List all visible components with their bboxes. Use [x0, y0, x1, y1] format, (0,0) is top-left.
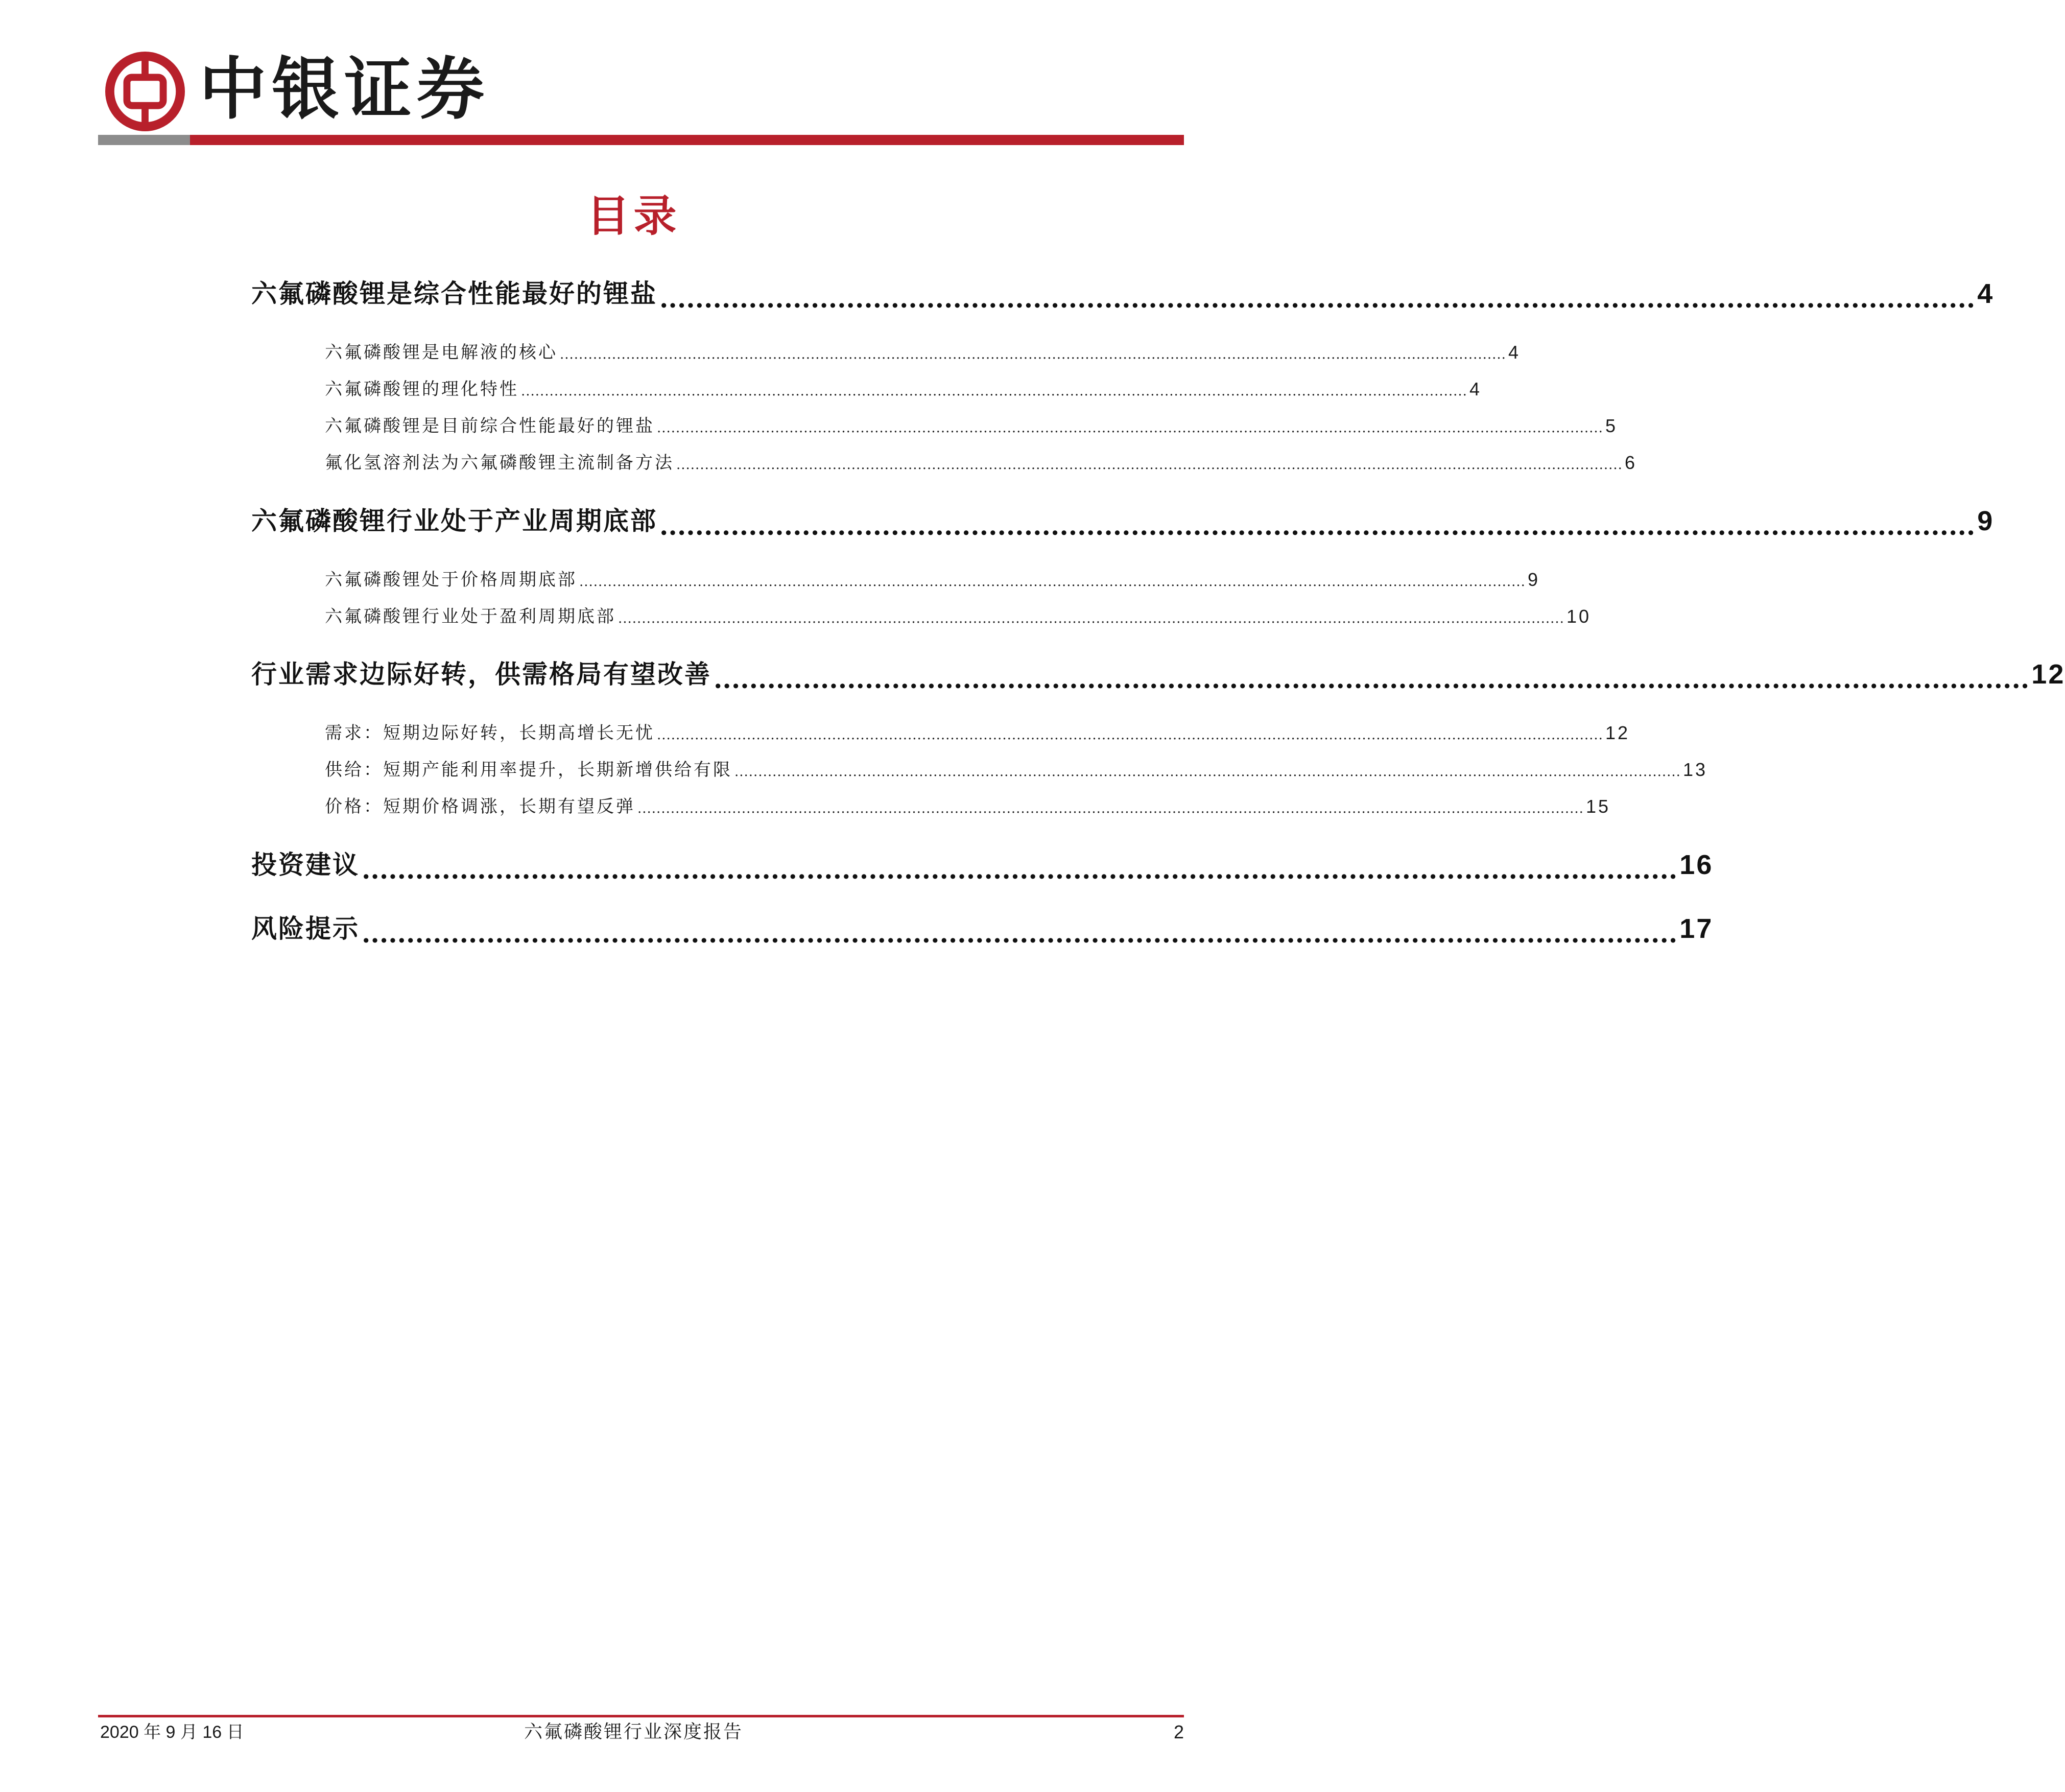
toc-entry-page: 15	[1585, 796, 1610, 817]
toc-entry-sub[interactable]	[325, 718, 1630, 748]
toc-entry-label: 六氟磷酸锂行业处于盈利周期底部	[325, 606, 616, 627]
toc-entry-sub[interactable]	[325, 564, 1540, 595]
toc-entry-label: 风险提示	[251, 913, 360, 944]
dot-leader: ....................................................................................................................................................	[659, 511, 1976, 541]
dot-leader: ....................................................................................................................................................	[362, 855, 1678, 885]
toc-entry-page: 13	[1682, 759, 1707, 780]
toc-entry-main[interactable]	[251, 842, 1714, 888]
toc-entry-sub[interactable]	[325, 337, 1521, 368]
dot-leader: ........................................................................................................................................................................................................	[560, 347, 1506, 362]
toc-entry-page: 6	[1624, 452, 1637, 473]
toc-entry-page: 5	[1605, 415, 1618, 436]
toc-entry-sub[interactable]	[325, 601, 1591, 632]
footer-date: 2020 年 9 月 16 日	[100, 1723, 244, 1742]
toc-entry-page: 12	[1605, 722, 1630, 743]
toc-entry-label: 需求：短期边际好转，长期高增长无忧	[325, 723, 655, 743]
toc-entry-label: 六氟磷酸锂的理化特性	[325, 379, 519, 399]
dot-leader: ........................................................................................................................................................................................................	[657, 727, 1603, 743]
toc-entry-label: 六氟磷酸锂行业处于产业周期底部	[251, 506, 657, 536]
toc-entry-page: 17	[1679, 913, 1714, 944]
footer-divider	[98, 1715, 1184, 1717]
toc-entry-label: 行业需求边际好转，供需格局有望改善	[251, 659, 711, 689]
toc-entry-label: 投资建议	[251, 850, 360, 880]
toc-entry-label: 供给：短期产能利用率提升，长期新增供给有限	[325, 760, 732, 780]
footer-page-number: 2	[1173, 1722, 1184, 1742]
toc-entry-sub[interactable]	[325, 374, 1482, 405]
dot-leader: ....................................................................................................................................................	[659, 284, 1976, 314]
toc-entry-page: 9	[1527, 569, 1540, 590]
toc-entry-page: 4	[1977, 278, 1995, 309]
dot-leader: ........................................................................................................................................................................................................	[521, 384, 1467, 399]
toc-entry-main[interactable]	[251, 498, 1995, 544]
toc-entry-main[interactable]	[251, 906, 1714, 952]
toc-entry-label: 价格：短期价格调涨，长期有望反弹	[325, 796, 635, 817]
dot-leader: ........................................................................................................................................................................................................	[618, 611, 1564, 626]
toc-entry-label: 六氟磷酸锂处于价格周期底部	[325, 570, 577, 590]
dot-leader: ....................................................................................................................................................	[362, 918, 1678, 949]
toc-entry-page: 16	[1679, 850, 1714, 880]
dot-leader: ........................................................................................................................................................................................................	[676, 457, 1623, 473]
footer-report-title: 六氟磷酸锂行业深度报告	[524, 1722, 743, 1742]
toc-entry-sub[interactable]	[325, 447, 1637, 478]
toc-entry-label: 六氟磷酸锂是综合性能最好的锂盐	[251, 278, 657, 309]
toc-entry-page: 12	[2031, 659, 2065, 690]
toc-entry-label: 六氟磷酸锂是目前综合性能最好的锂盐	[325, 416, 655, 436]
dot-leader: ........................................................................................................................................................................................................	[657, 420, 1603, 436]
dot-leader: ....................................................................................................................................................	[714, 664, 2030, 694]
toc-entry-sub[interactable]	[325, 411, 1618, 441]
toc-entry-main[interactable]	[251, 651, 2065, 697]
toc-entry-label: 六氟磷酸锂是电解液的核心	[325, 342, 558, 363]
dot-leader: ........................................................................................................................................................................................................	[734, 764, 1681, 780]
toc-entry-page: 9	[1977, 506, 1995, 536]
toc-entry-page: 4	[1508, 342, 1521, 363]
toc-entry-page: 10	[1566, 606, 1591, 627]
toc-entry-main[interactable]	[251, 271, 1995, 317]
toc-entry-sub[interactable]	[325, 754, 1707, 785]
toc-title: 目录	[586, 191, 681, 241]
dot-leader: ........................................................................................................................................................................................................	[637, 801, 1584, 816]
dot-leader: ........................................................................................................................................................................................................	[579, 574, 1526, 590]
toc-entry-page: 4	[1469, 379, 1482, 399]
brand-name: 中银证券	[199, 50, 489, 129]
toc-entry-sub[interactable]	[325, 791, 1610, 822]
toc-entry-label: 氟化氢溶剂法为六氟磷酸锂主流制备方法	[325, 453, 674, 473]
